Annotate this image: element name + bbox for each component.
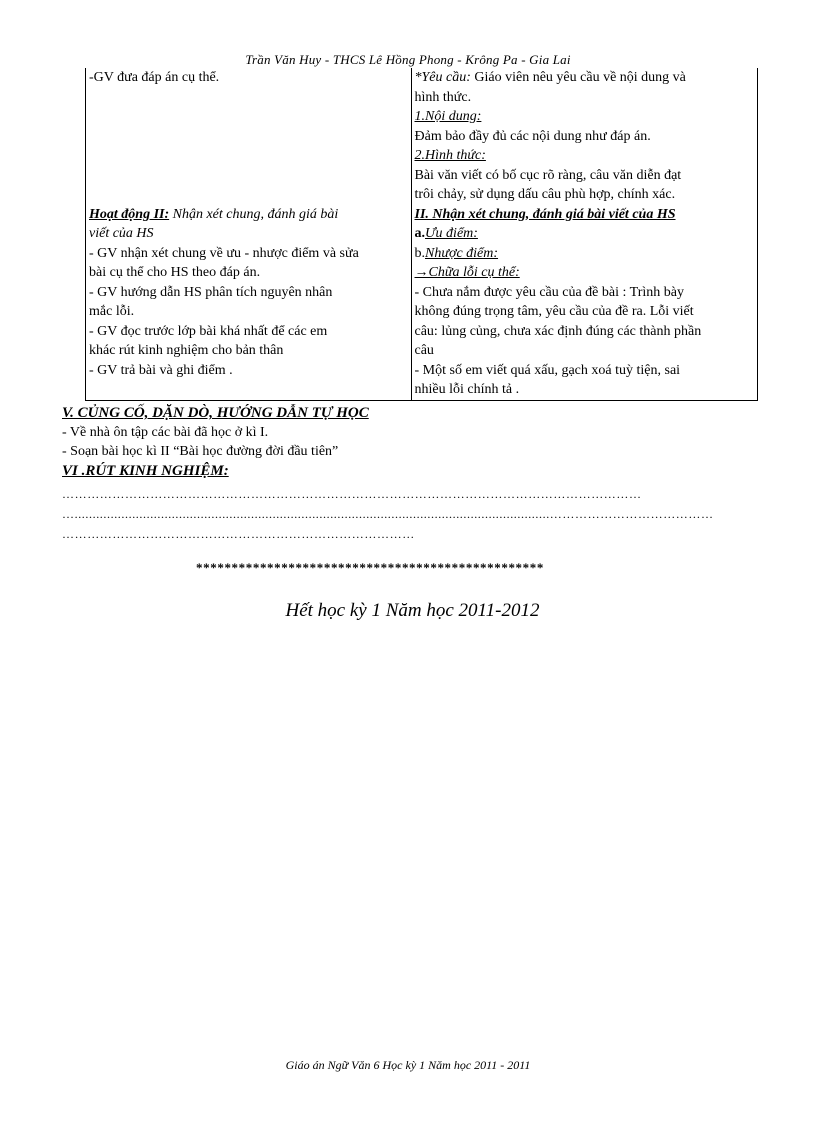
section-v-item: - Soạn bài học kì II “Bài học đường đời đầu tiên” bbox=[62, 444, 339, 459]
teacher-activity-column bbox=[86, 68, 412, 400]
requirement-text: Giáo viên nêu yêu cầu về nội dung và bbox=[470, 70, 686, 85]
lesson-table bbox=[85, 68, 758, 401]
notes-line: …....................................................................................................................................………………………………… bbox=[62, 507, 714, 521]
spacer bbox=[89, 88, 408, 205]
left-line: mắc lỗi. bbox=[89, 304, 135, 319]
section-v-item: - Về nhà ôn tập các bài đã học ở kì I. bbox=[62, 425, 269, 440]
section-vi bbox=[62, 462, 762, 481]
right-line: câu bbox=[414, 343, 434, 358]
requirement-label: *Yêu cầu: bbox=[414, 70, 471, 85]
left-line: - GV đọc trước lớp bài khá nhất để các em bbox=[89, 323, 328, 339]
section-v-title: V. CỦNG CỐ, DẶN DÒ, HƯỚNG DẪN TỰ HỌC bbox=[62, 405, 369, 421]
content-column bbox=[411, 68, 758, 400]
page-header: Trần Văn Huy - THCS Lê Hồng Phong - Krông Pa - Gia Lai bbox=[245, 52, 571, 67]
strengths-prefix: a. bbox=[414, 226, 425, 241]
activity-title-line2: viết của HS bbox=[89, 226, 154, 241]
section-vi-title: VI .RÚT KINH NGHIỆM: bbox=[62, 463, 229, 479]
weaknesses-label: Nhược điểm: bbox=[425, 245, 499, 261]
notes-line: ………………………………………………………………………………………………………………………… bbox=[62, 487, 642, 501]
requirement-line bbox=[415, 68, 755, 88]
content-title: 1.Nội dung: bbox=[414, 109, 482, 124]
right-line: câu: lủng củng, chưa xác định đúng các thành phần bbox=[414, 323, 702, 339]
activity-heading bbox=[89, 205, 408, 225]
left-line: - GV nhận xét chung về ưu - nhược điểm và sửa bbox=[89, 245, 359, 261]
weaknesses-heading bbox=[415, 244, 755, 264]
table-row bbox=[86, 68, 758, 400]
left-line: - GV trả bài và ghi điểm . bbox=[89, 362, 233, 378]
right-line: - Chưa nắm được yêu cầu của đề bài : Trình bày bbox=[414, 284, 684, 300]
left-line: bài cụ thể cho HS theo đáp án. bbox=[89, 265, 261, 280]
right-line: nhiều lỗi chính tả . bbox=[414, 382, 520, 397]
notes-line: ………………………………………………………………………… bbox=[62, 527, 415, 541]
strengths-label: Ưu điểm: bbox=[425, 226, 478, 241]
section-ii-title: II. Nhận xét chung, đánh giá bài viết của HS bbox=[414, 206, 676, 222]
weaknesses-prefix: b. bbox=[414, 245, 425, 261]
right-line: Đảm bảo đầy đủ các nội dung như đáp án. bbox=[414, 128, 651, 144]
left-line: -GV đưa đáp án cụ thể. bbox=[89, 70, 220, 85]
strengths-heading bbox=[415, 224, 755, 244]
left-line: khác rút kinh nghiệm cho bản thân bbox=[89, 343, 284, 358]
right-line: - Một số em viết quá xấu, gạch xoá tuỳ tiện, sai bbox=[414, 362, 681, 378]
right-line: trôi chảy, sử dụng dấu câu phù hợp, chính xác. bbox=[414, 187, 676, 202]
section-v bbox=[62, 404, 762, 461]
right-line: hình thức. bbox=[414, 89, 472, 105]
right-line: Bài văn viết có bố cục rõ ràng, câu văn diễn đạt bbox=[414, 167, 682, 183]
activity-label: Hoạt động II: bbox=[89, 206, 170, 222]
corrections-title: →Chữa lỗi cụ thể: bbox=[414, 265, 520, 280]
end-of-semester-title: Hết học kỳ 1 Năm học 2011-2012 bbox=[285, 600, 540, 621]
star-divider: ************************************************* bbox=[196, 560, 544, 575]
activity-title-rest: Nhận xét chung, đánh giá bài bbox=[169, 206, 339, 222]
page-footer: Giáo án Ngữ Văn 6 Học kỳ 1 Năm học 2011 - 2011 bbox=[285, 1058, 531, 1072]
left-line: - GV hướng dẫn HS phân tích nguyên nhân bbox=[89, 284, 333, 300]
form-title: 2.Hình thức: bbox=[414, 148, 486, 163]
right-line: không đúng trọng tâm, yêu cầu của đề ra. Lỗi viết bbox=[414, 304, 694, 319]
